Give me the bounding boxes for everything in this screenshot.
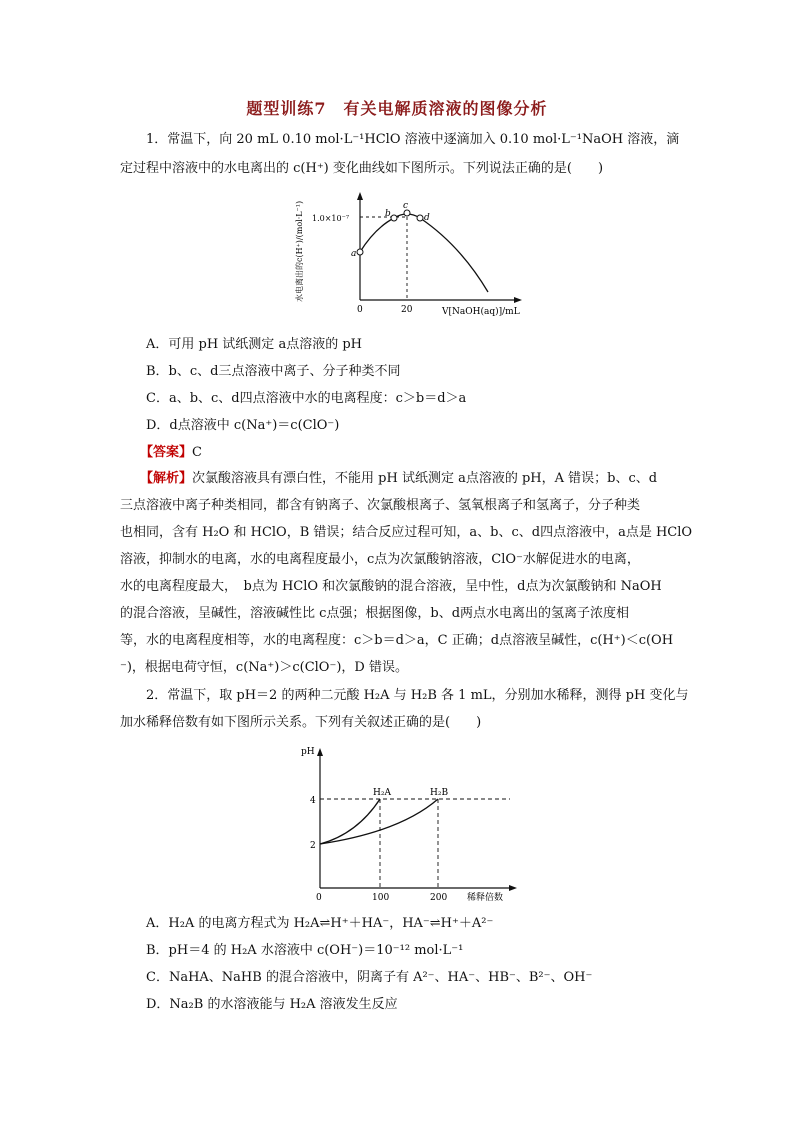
q1-analysis-line: 的混合溶液，呈碱性，溶液碱性比 c点强；根据图像，b、d两点水电离出的氢离子浓度相 <box>120 606 630 621</box>
q2-ytick-4: 4 <box>310 796 316 806</box>
q2-option-c: C．NaHA、NaHB 的混合溶液中，阴离子有 A²⁻、HA⁻、HB⁻、B²⁻、OH⁻ <box>146 970 593 985</box>
q1-label-b: b <box>385 209 391 219</box>
q1-point-d <box>417 215 423 221</box>
q1-x-arrow <box>514 297 522 303</box>
q2-stem-line1: 2．常温下，取 pH＝2 的两种二元酸 H₂A 与 H₂B 各 1 mL，分别加水稀释，测得 pH 变化与 <box>146 688 689 703</box>
analysis-first-text: 次氯酸溶液具有漂白性，不能用 pH 试纸测定 a点溶液的 pH，A 错误；b、c、d <box>192 471 658 486</box>
q1-option-a: A．可用 pH 试纸测定 a点溶液的 pH <box>146 337 362 352</box>
q1-option-d: D．d点溶液中 c(Na⁺)＝c(ClO⁻) <box>146 418 340 433</box>
q2-xtick-100: 100 <box>372 893 390 903</box>
q1-answer <box>140 441 202 460</box>
q2-option-a: A．H₂A 的电离方程式为 H₂A⇌H⁺＋HA⁻，HA⁻⇌H⁺＋A²⁻ <box>146 916 494 931</box>
q2-option-d: D．Na₂B 的水溶液能与 H₂A 溶液发生反应 <box>146 997 398 1012</box>
q1-xtick-label: 20 <box>401 305 413 315</box>
q1-point-a <box>357 249 363 255</box>
q2-chart <box>295 740 535 905</box>
q2-ylabel: pH <box>301 747 315 757</box>
q2-xlabel: 稀释倍数 <box>467 893 504 903</box>
q1-option-b: B．b、c、d三点溶液中离子、分子种类不同 <box>146 364 401 379</box>
q1-ylabel: 水电离出的c(H⁺)/(mol·L⁻¹) <box>295 200 304 302</box>
q2-y-arrow <box>317 748 323 756</box>
q1-curve <box>360 214 488 292</box>
q2-xtick-200: 200 <box>430 893 448 903</box>
q2-ytick-2: 2 <box>310 841 316 851</box>
answer-tag: 【答案】 <box>140 445 193 460</box>
q1-analysis-first <box>140 467 657 486</box>
q1-label-d: d <box>424 213 430 223</box>
q2-option-b: B．pH＝4 的 H₂A 水溶液中 c(OH⁻)＝10⁻¹² mol·L⁻¹ <box>146 943 464 958</box>
q2-x-arrow <box>509 885 517 891</box>
q1-analysis-line: ⁻)，根据电荷守恒，c(Na⁺)＞c(ClO⁻)，D 错误。 <box>120 660 408 675</box>
q1-option-c: C．a、b、c、d四点溶液中水的电离程度：c＞b＝d＞a <box>146 391 467 406</box>
q1-ytick-label: 1.0×10⁻⁷ <box>312 214 350 223</box>
q1-point-b <box>391 215 397 221</box>
answer-value: C <box>192 445 202 460</box>
q1-label-a: a <box>351 249 357 259</box>
q1-origin-label: 0 <box>357 305 363 315</box>
q2-xtick-0: 0 <box>316 893 322 903</box>
analysis-tag: 【解析】 <box>140 471 193 486</box>
q2-series-label-h2b: H₂B <box>430 788 449 798</box>
q1-analysis-line: 等，水的电离程度相等，水的电离程度：c＞b＝d＞a，C 正确；d点溶液呈碱性，c(H⁺)＜c(OH <box>120 633 674 648</box>
q1-analysis-line: 溶液，抑制水的电离，水的电离程度最小，c点为次氯酸钠溶液，ClO⁻水解促进水的电离， <box>120 552 640 567</box>
q1-analysis-line: 也相同，含有 H₂O 和 HClO，B 错误；结合反应过程可知，a、b、c、d四点溶液中，a点是 HClO <box>120 525 693 540</box>
q1-analysis-line: 三点溶液中离子种类相同，都含有钠离子、次氯酸根离子、氢氧根离子和氢离子，分子种类 <box>120 498 641 513</box>
q1-chart <box>290 190 550 325</box>
q1-stem-line1: 1．常温下，向 20 mL 0.10 mol·L⁻¹HClO 溶液中逐滴加入 0.10 mol·L⁻¹NaOH 溶液，滴 <box>146 132 680 147</box>
page-title: 题型训练7 有关电解质溶液的图像分析 <box>246 99 548 118</box>
q1-label-c: c <box>403 201 409 211</box>
q2-curve-h2a <box>320 799 380 844</box>
q1-y-arrow <box>357 192 363 200</box>
q2-stem-line2: 加水稀释倍数有如下图所示关系。下列有关叙述正确的是( ) <box>120 715 482 730</box>
q1-analysis-line: 水的电离程度最大， b点为 HClO 和次氯酸钠的混合溶液，呈中性，d点为次氯酸钠和 NaOH <box>120 579 662 594</box>
q1-stem-line2: 定过程中溶液中的水电离出的 c(H⁺) 变化曲线如下图所示。下列说法正确的是( ) <box>120 161 604 176</box>
q1-xlabel: V[NaOH(aq)]/mL <box>442 307 520 317</box>
q2-series-label-h2a: H₂A <box>373 788 391 798</box>
